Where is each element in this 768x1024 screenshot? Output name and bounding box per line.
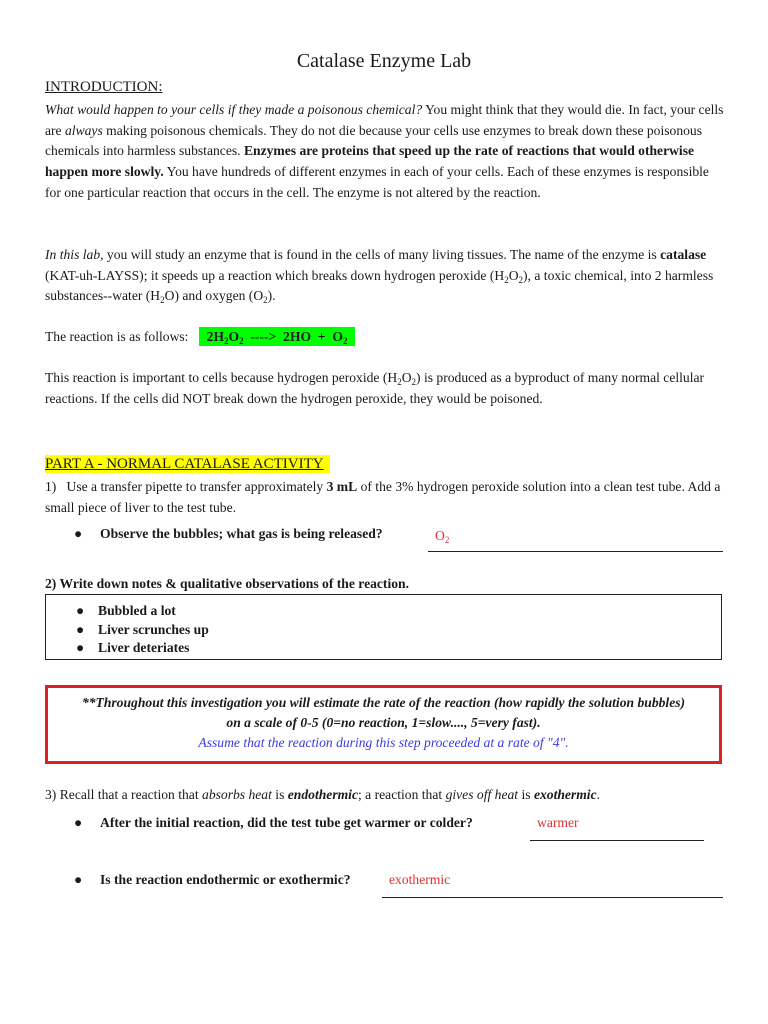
reaction-label: The reaction is as follows: bbox=[45, 329, 189, 344]
list-item: ● Liver scrunches up bbox=[76, 621, 209, 637]
question-temperature: ● After the initial reaction, did the test tube get warmer or colder? bbox=[74, 815, 473, 830]
part-a-heading: PART A - NORMAL CATALASE ACTIVITY bbox=[45, 455, 330, 473]
rate-note-box bbox=[45, 685, 722, 764]
answer-line-gas[interactable] bbox=[428, 551, 723, 552]
reaction-equation: $2H_2O_2$ ----> $2HO + O_2$ bbox=[199, 327, 356, 346]
step-2: 2) Write down notes & qualitative observations of the reaction. bbox=[45, 576, 409, 591]
answer-line-reaction-type[interactable] bbox=[382, 897, 723, 898]
rate-assumption: Assume that the reaction during this step proceeded at a rate of "4". bbox=[198, 735, 569, 750]
lab-paragraph: In this lab, you will study an enzyme that is found in the cells of many living tissues. The name of the enzyme is catalase (KAT-uh-LAYSS); it speeds up a reaction which breaks down hydrogen peroxide $(H_2O_2)$, a toxic chemical, into 2 harmless substances--water $(H_2O)$ and oxygen $(O_2)$. bbox=[45, 247, 714, 306]
importance-paragraph: This reaction is important to cells because hydrogen peroxide $(H_2O_2)$ is produced as a byproduct of many normal cellular reactions. If the cells did NOT break down the hydrogen peroxide, they would be poisoned. bbox=[45, 370, 705, 406]
list-item: ● Liver deteriates bbox=[76, 640, 190, 655]
rate-note: **Throughout this investigation you will estimate the rate of the reaction (how rapidly the solution bubbles) on a scale of 0-5 (0=no reaction, 1=slow...., 5=very fast). bbox=[81, 695, 686, 730]
question-reaction-type: ● Is the reaction endothermic or exothermic? bbox=[74, 872, 351, 887]
introduction-paragraph: What would happen to your cells if they made a poisonous chemical? You might think that they would die. In fact, your cells are always making poisonous chemicals. They do not die because your cells use enzymes to break down these poisonous chemicals into harmless substances. Enzymes are proteins that speed up the rate of reactions that would otherwise happen more slowly. You have hundreds of different enzymes in each of your cells. Each of these enzymes is responsible for one particular reaction that occurs in the cell. The enzyme is not altered by the reaction. bbox=[45, 102, 724, 200]
bullet-icon: ● bbox=[74, 526, 83, 541]
enzyme-definition: Enzymes are proteins that speed up the rate of reactions that would otherwise happen more slowly. bbox=[45, 143, 695, 180]
answer-line-temperature[interactable] bbox=[530, 840, 704, 841]
step-1: 1) Use a transfer pipette to transfer approximately 3 mL of the 3% hydrogen peroxide solution into a clean test tube. Add a small piece of liver to the test tube. bbox=[45, 479, 721, 515]
intro-question: What would happen to your cells if they made a poisonous chemical? bbox=[45, 102, 423, 117]
question-gas-released: ● Observe the bubbles; what gas is being released? bbox=[74, 524, 383, 544]
answer-reaction-type: exothermic bbox=[389, 872, 451, 887]
page-title: Catalase Enzyme Lab bbox=[296, 50, 472, 72]
observations-box[interactable] bbox=[45, 594, 722, 660]
part-a-heading-row bbox=[45, 454, 725, 475]
list-item: ● Bubbled a lot bbox=[76, 603, 176, 618]
answer-gas: $O_2$ bbox=[435, 528, 450, 545]
reaction-line bbox=[45, 327, 725, 348]
step-3: 3) Recall that a reaction that absorbs heat is endothermic; a reaction that gives off heat is exothermic. bbox=[45, 787, 601, 802]
introduction-heading: INTRODUCTION: bbox=[45, 79, 163, 95]
answer-temperature: warmer bbox=[537, 815, 579, 830]
